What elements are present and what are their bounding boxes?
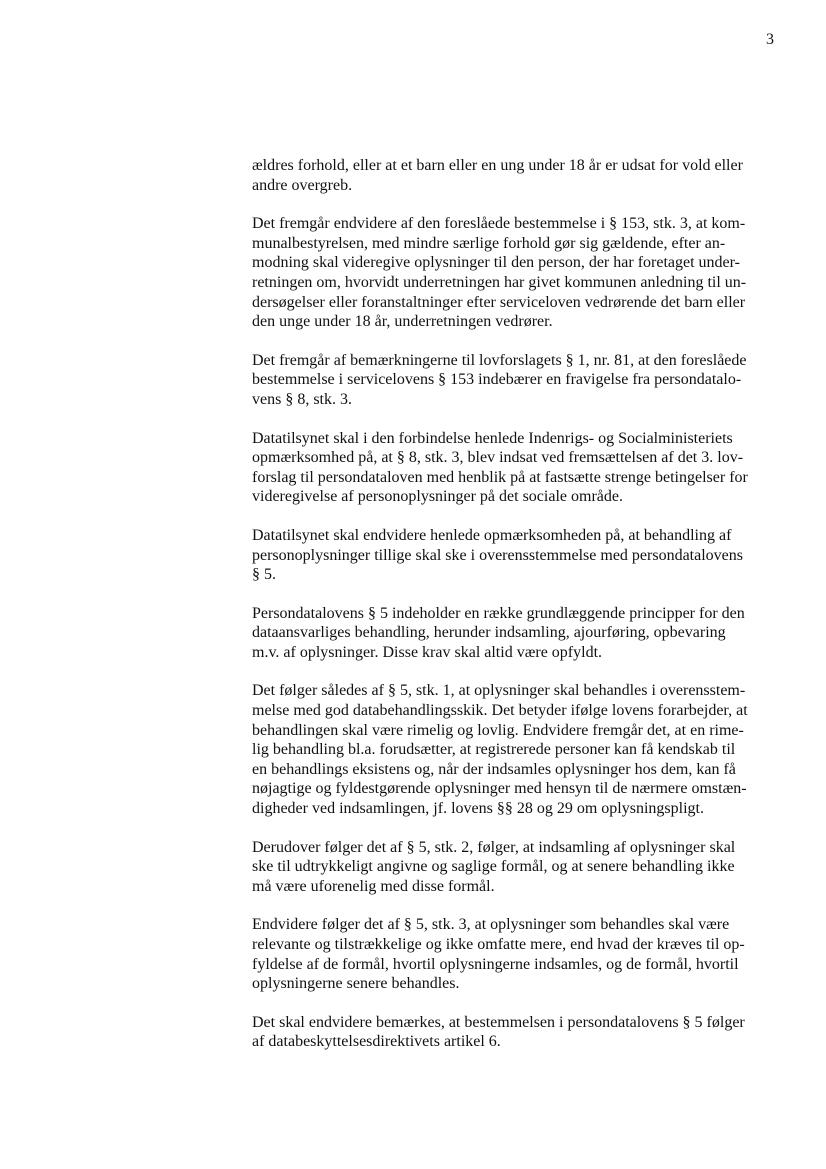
text-line: munalbestyrelsen, med mindre særlige forhold gør sig gældende, efter an- xyxy=(252,234,726,252)
text-line: Det skal endvidere bemærkes, at bestemmelsen i persondatalovens § 5 følger xyxy=(252,1013,745,1031)
text-line: behandlingen skal være rimelig og lovlig. Endvidere fremgår det, at en rime- xyxy=(252,721,744,739)
text-line: Derudover følger det af § 5, stk. 2, følger, at indsamling af oplysninger skal xyxy=(252,838,736,856)
text-line: m.v. af oplysninger. Disse krav skal altid være opfyldt. xyxy=(252,643,603,661)
text-line: Det følger således af § 5, stk. 1, at oplysninger skal behandles i overensstem- xyxy=(252,682,746,700)
paragraph-6 xyxy=(252,604,780,663)
paragraph-4 xyxy=(252,429,780,507)
text-line: opmærksomhed på, at § 8, stk. 3, blev indsat ved fremsættelsen af det 3. lov- xyxy=(252,449,744,467)
text-line: af databeskyttelsesdirektivets artikel 6. xyxy=(252,1033,501,1051)
paragraph-7 xyxy=(252,681,780,818)
text-line: bestemmelse i servicelovens § 153 indebærer en fravigelse fra persondatalo- xyxy=(252,371,742,389)
text-line: melse med god databehandlingsskik. Det betyder ifølge lovens forarbejder, at xyxy=(252,702,748,720)
paragraph-8 xyxy=(252,838,780,897)
paragraph-2 xyxy=(252,214,780,332)
text-line: oplysningerne senere behandles. xyxy=(252,975,460,993)
text-line: lig behandling bl.a. forudsætter, at registrerede personer kan få kendskab til xyxy=(252,741,736,759)
text-line: retningen om, hvorvidt underretningen har givet kommunen anledning til un- xyxy=(252,273,747,291)
text-line: Persondatalovens § 5 indeholder en række grundlæggende principper for den xyxy=(252,604,745,622)
text-line: personoplysninger tillige skal ske i overensstemmelse med persondatalovens xyxy=(252,546,743,564)
text-line: § 5. xyxy=(252,566,276,584)
text-line: Endvidere følger det af § 5, stk. 3, at oplysninger som behandles skal være xyxy=(252,916,730,934)
text-line: Datatilsynet skal endvidere henlede opmærksomheden på, at behandling af xyxy=(252,526,732,544)
text-line: Datatilsynet skal i den forbindelse henlede Indenrigs- og Socialministeriets xyxy=(252,429,733,447)
text-line: nøjagtige og fyldestgørende oplysninger med hensyn til de nærmere omstæn- xyxy=(252,780,747,798)
text-line: ske til udtrykkeligt angivne og saglige formål, og at senere behandling ikke xyxy=(252,858,735,876)
text-line: videregivelse af personoplysninger på det sociale område. xyxy=(252,488,623,506)
paragraph-1 xyxy=(252,156,780,195)
text-line: forslag til persondataloven med henblik på at fastsætte strenge betingelser for xyxy=(252,468,748,486)
text-line: relevante og tilstrækkelige og ikke omfatte mere, end hvad der kræves til op- xyxy=(252,936,745,953)
text-line: dataansvarliges behandling, herunder indsamling, ajourføring, opbevaring xyxy=(252,624,726,642)
paragraph-10 xyxy=(252,1013,780,1052)
text-line: vens § 8, stk. 3. xyxy=(252,390,352,408)
document-body xyxy=(252,156,780,1071)
page-number: 3 xyxy=(766,31,774,48)
paragraph-9 xyxy=(252,915,780,993)
text-line: digheder ved indsamlingen, jf. lovens §§ 28 og 29 om oplysningspligt. xyxy=(252,800,704,818)
text-line: andre overgreb. xyxy=(252,176,353,194)
text-line: fyldelse af de formål, hvortil oplysningerne indsamles, og de formål, hvortil xyxy=(252,955,739,973)
paragraph-3 xyxy=(252,351,780,410)
text-line: modning skal videregive oplysninger til den person, der har foretaget under- xyxy=(252,254,740,272)
text-line: Det fremgår endvidere af den foreslåede bestemmelse i § 153, stk. 3, at kom- xyxy=(252,215,746,233)
text-line: må være uforenelig med disse formål. xyxy=(252,877,495,895)
text-line: dersøgelser eller foranstaltninger efter serviceloven vedrørende det barn eller xyxy=(252,293,746,311)
text-line: ældres forhold, eller at et barn eller en ung under 18 år er udsat for vold eller xyxy=(252,157,743,174)
paragraph-5 xyxy=(252,526,780,585)
text-line: Det fremgår af bemærkningerne til lovforslagets § 1, nr. 81, at den foreslåede xyxy=(252,351,747,369)
text-line: den unge under 18 år, underretningen vedrører. xyxy=(252,313,553,331)
text-line: en behandlings eksistens og, når der indsamles oplysninger hos dem, kan få xyxy=(252,760,736,778)
